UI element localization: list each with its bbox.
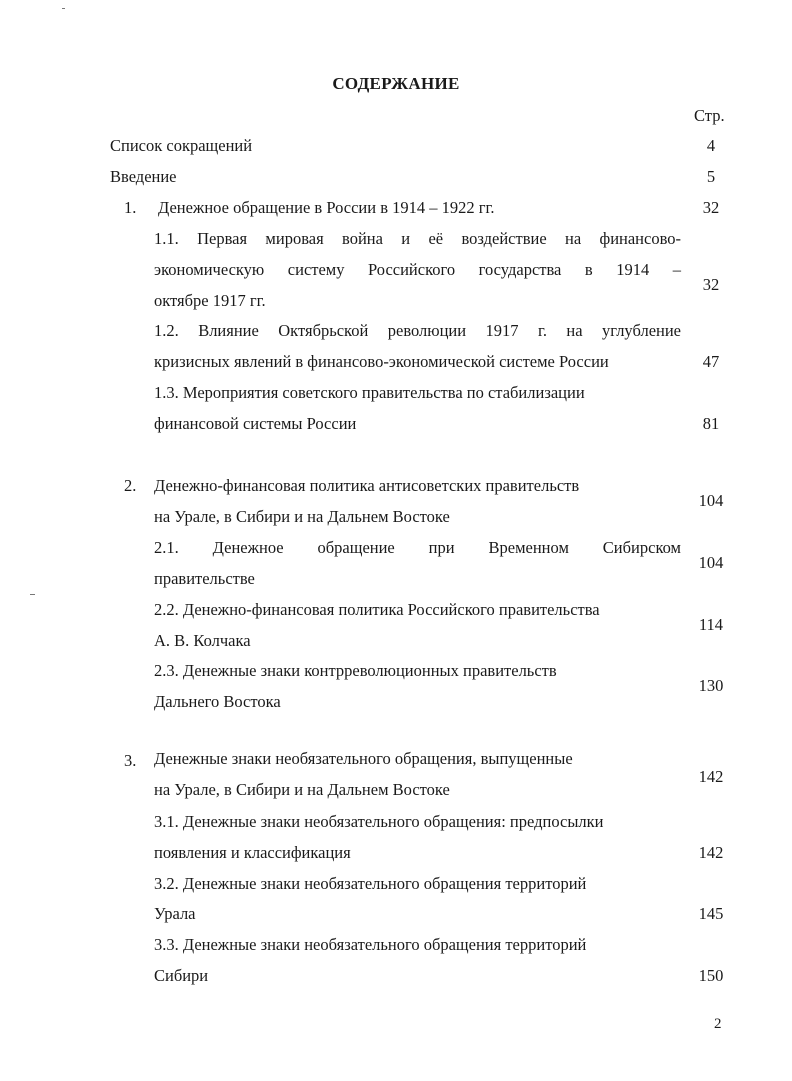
page-number: 2	[714, 1016, 722, 1032]
page-title: СОДЕРЖАНИЕ	[332, 74, 460, 93]
page-column-label: Стр.	[694, 106, 725, 125]
toc-section-3-3-line: Сибири	[154, 966, 209, 985]
toc-page-chapter-3: 142	[698, 767, 724, 786]
toc-page-section-3-1: 142	[698, 843, 724, 862]
toc-page-chapter-2: 104	[698, 491, 724, 510]
chapter-number: 2.	[124, 476, 137, 495]
toc-page-section-3-2: 145	[698, 904, 724, 923]
toc-entry-introduction: Введение	[110, 167, 177, 186]
toc-page-section-2-2: 114	[698, 615, 724, 634]
toc-section-2-3-line: 2.3. Денежные знаки контрреволюционных правительств	[154, 661, 557, 680]
toc-page-abbreviations: 4	[706, 136, 716, 155]
toc-section-2-2-line: 2.2. Денежно-финансовая политика Российского правительства	[154, 600, 600, 619]
toc-entry-abbreviations: Список сокращений	[110, 136, 253, 155]
toc-page-chapter-1: 32	[702, 198, 720, 217]
toc-section-2-3-line: Дальнего Востока	[154, 692, 281, 711]
toc-section-2-2-line: А. В. Колчака	[154, 631, 251, 650]
toc-chapter-2-line: на Урале, в Сибири и на Дальнем Востоке	[154, 507, 450, 526]
toc-chapter-3-line: Денежные знаки необязательного обращения, выпущенные	[154, 749, 573, 768]
toc-section-3-3-line: 3.3. Денежные знаки необязательного обращения территорий	[154, 935, 587, 954]
toc-section-1-3-line: финансовой системы России	[154, 414, 357, 433]
toc-section-1-1-line: 1.1. Первая мировая война и её воздействие на финансово-	[154, 229, 681, 248]
toc-section-1-1-line: октябре 1917 гг.	[154, 291, 266, 310]
toc-page-introduction: 5	[706, 167, 716, 186]
toc-page-section-1-1: 32	[702, 275, 720, 294]
toc-page-section-1-3: 81	[702, 414, 720, 433]
toc-page-section-2-3: 130	[698, 676, 724, 695]
toc-section-3-2-line: Урала	[154, 904, 196, 923]
toc-section-3-1-line: 3.1. Денежные знаки необязательного обращения: предпосылки	[154, 812, 604, 831]
toc-section-1-1-line: экономическую систему Российского государства в 1914 –	[154, 260, 681, 279]
scan-speck	[30, 594, 35, 595]
toc-section-3-1-line: появления и классификация	[154, 843, 351, 862]
toc-chapter-3-line: на Урале, в Сибири и на Дальнем Востоке	[154, 780, 450, 799]
toc-chapter-2-line: Денежно-финансовая политика антисоветских правительств	[154, 476, 580, 495]
chapter-number: 3.	[124, 751, 137, 770]
toc-section-1-2-line: кризисных явлений в финансово-экономической системе России	[154, 352, 609, 371]
toc-page-section-2-1: 104	[698, 553, 724, 572]
toc-section-1-3-line: 1.3. Мероприятия советского правительства по стабилизации	[154, 383, 585, 402]
toc-section-1-2-line: 1.2. Влияние Октябрьской революции 1917 г. на углубление	[154, 321, 681, 340]
toc-section-3-2-line: 3.2. Денежные знаки необязательного обращения территорий	[154, 874, 587, 893]
toc-page-section-1-2: 47	[702, 352, 720, 371]
toc-section-2-1-line: 2.1. Денежное обращение при Временном Сибирском	[154, 538, 681, 557]
scan-speck	[62, 8, 65, 9]
toc-section-2-1-line: правительстве	[154, 569, 255, 588]
toc-chapter-1: Денежное обращение в России в 1914 – 1922 гг.	[158, 198, 495, 217]
chapter-number: 1.	[124, 198, 137, 217]
toc-page-section-3-3: 150	[698, 966, 724, 985]
